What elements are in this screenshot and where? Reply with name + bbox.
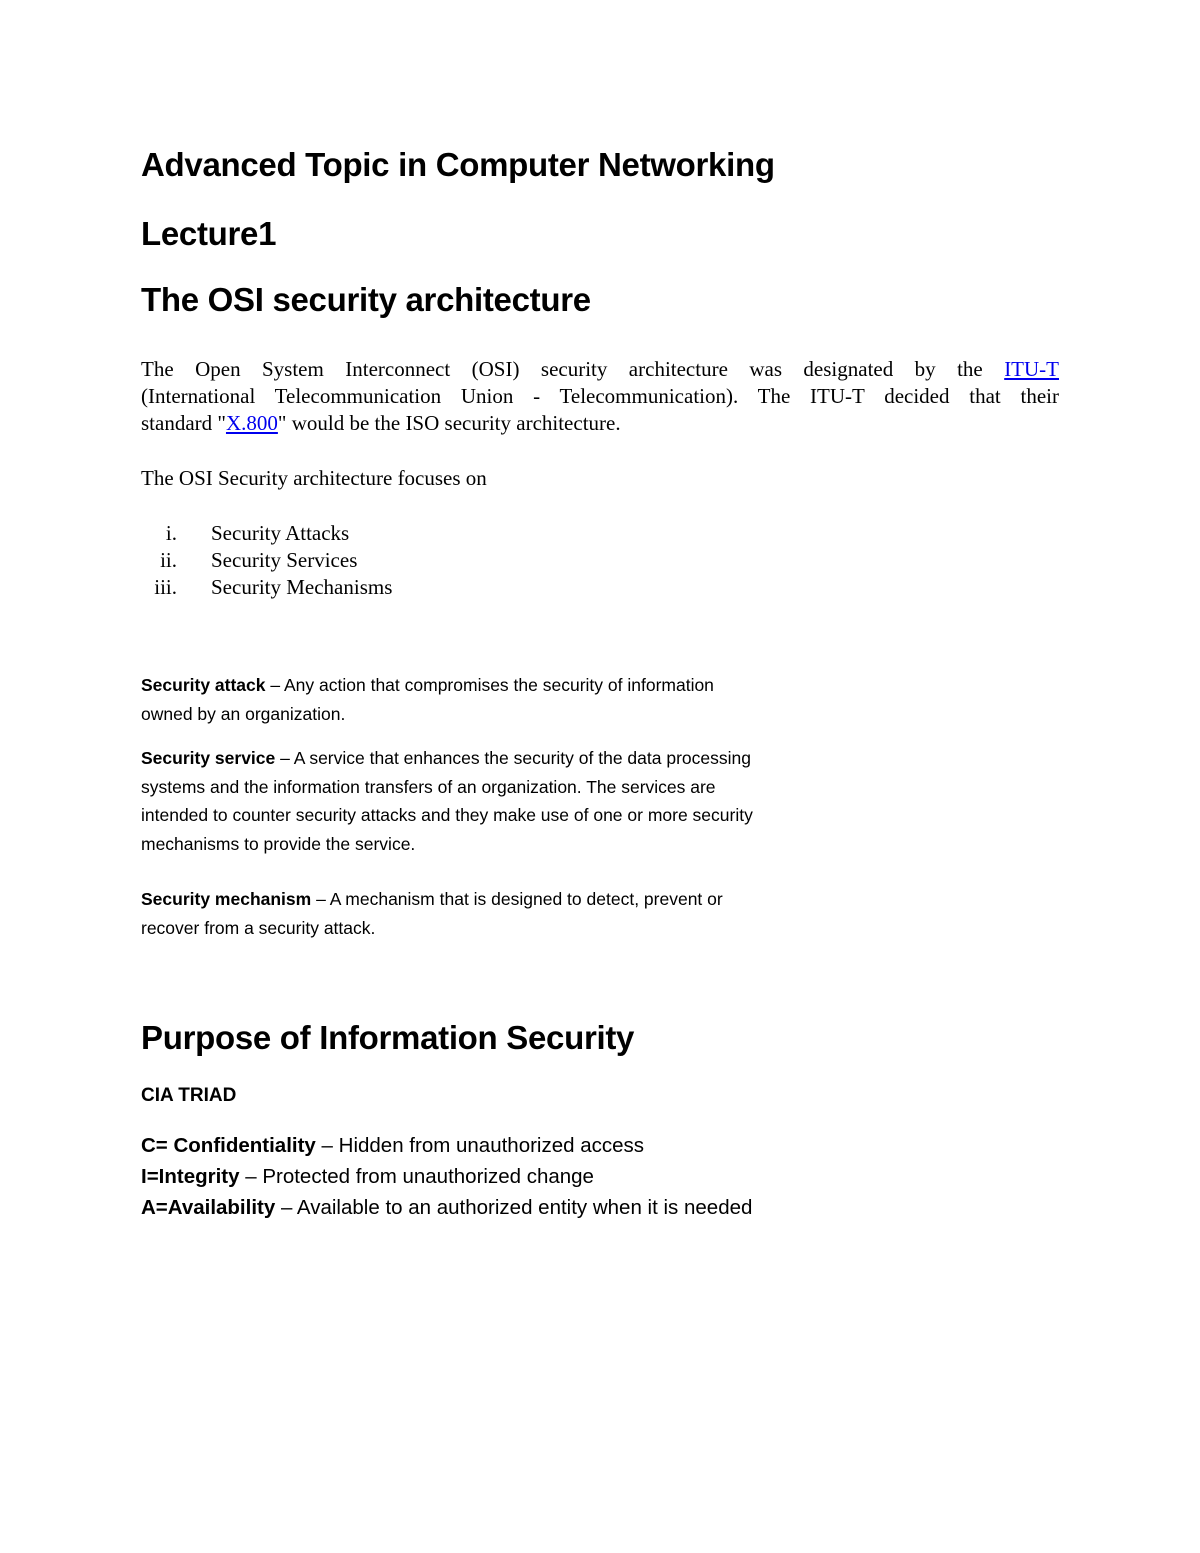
cia-term: A=Availability bbox=[141, 1196, 276, 1219]
definition-security-mechanism bbox=[141, 885, 861, 942]
focus-intro: The OSI Security architecture focuses on bbox=[141, 466, 487, 490]
list-item bbox=[141, 547, 358, 574]
itu-t-link[interactable]: ITU-T bbox=[1004, 357, 1059, 381]
section-heading-purpose: Purpose of Information Security bbox=[141, 1019, 635, 1056]
intro-text-3b: " would be the ISO security architecture. bbox=[277, 411, 621, 435]
definition-term: Security service bbox=[141, 748, 276, 768]
list-item-text: Security Attacks bbox=[211, 521, 350, 545]
intro-text-3a: standard " bbox=[141, 411, 226, 435]
lecture-heading: Lecture1 bbox=[141, 215, 277, 252]
x800-link[interactable]: X.800 bbox=[225, 411, 278, 435]
cia-item-confidentiality bbox=[141, 1130, 752, 1161]
cia-list bbox=[141, 1130, 752, 1223]
list-item-text: Security Services bbox=[211, 548, 358, 572]
cia-triad-label: CIA TRIAD bbox=[141, 1085, 237, 1106]
list-item-number: iii. bbox=[154, 575, 177, 599]
definition-security-service bbox=[141, 744, 861, 858]
list-item-number: ii. bbox=[160, 548, 177, 572]
cia-desc: – Protected from unauthorized change bbox=[239, 1165, 594, 1188]
definition-line: systems and the information transfers of an organization. The services are bbox=[141, 776, 716, 797]
definition-line bbox=[141, 671, 861, 700]
definition-security-attack bbox=[141, 671, 861, 728]
focus-list bbox=[141, 520, 393, 601]
definition-line bbox=[141, 744, 861, 773]
document-title: Advanced Topic in Computer Networking bbox=[141, 146, 775, 183]
definition-line: recover from a security attack. bbox=[141, 917, 376, 938]
definition-text: – A service that enhances the security of the data processing bbox=[275, 748, 751, 768]
cia-term: I=Integrity bbox=[141, 1165, 240, 1188]
intro-line-3 bbox=[141, 410, 1059, 437]
definition-line: intended to counter security attacks and they make use of one or more security bbox=[141, 805, 753, 825]
list-item bbox=[141, 574, 393, 601]
definition-line: owned by an organization. bbox=[141, 703, 346, 724]
list-item-number: i. bbox=[165, 521, 177, 545]
definition-line: mechanisms to provide the service. bbox=[141, 833, 416, 854]
cia-item-integrity bbox=[141, 1161, 752, 1192]
definition-text: – Any action that compromises the security of information bbox=[265, 675, 714, 695]
definition-line bbox=[141, 885, 861, 914]
cia-desc: – Hidden from unauthorized access bbox=[315, 1134, 645, 1157]
intro-line-2: (International Telecommunication Union - Telecommunication). The ITU-T decided that their bbox=[141, 384, 1059, 408]
cia-term: C= Confidentiality bbox=[141, 1134, 316, 1157]
list-item-text: Security Mechanisms bbox=[211, 575, 393, 599]
definition-text: – A mechanism that is designed to detect, prevent or bbox=[311, 889, 723, 909]
intro-text-1: The Open System Interconnect (OSI) security architecture was designated by the bbox=[141, 357, 1005, 381]
definition-term: Security attack bbox=[141, 675, 266, 695]
definition-term: Security mechanism bbox=[141, 889, 312, 909]
cia-desc: – Available to an authorized entity when it is needed bbox=[275, 1196, 753, 1219]
section-heading-osi: The OSI security architecture bbox=[141, 281, 591, 318]
list-item bbox=[141, 520, 350, 547]
intro-paragraph bbox=[141, 356, 1059, 437]
intro-line-1 bbox=[141, 356, 1059, 383]
cia-item-availability bbox=[141, 1192, 752, 1223]
